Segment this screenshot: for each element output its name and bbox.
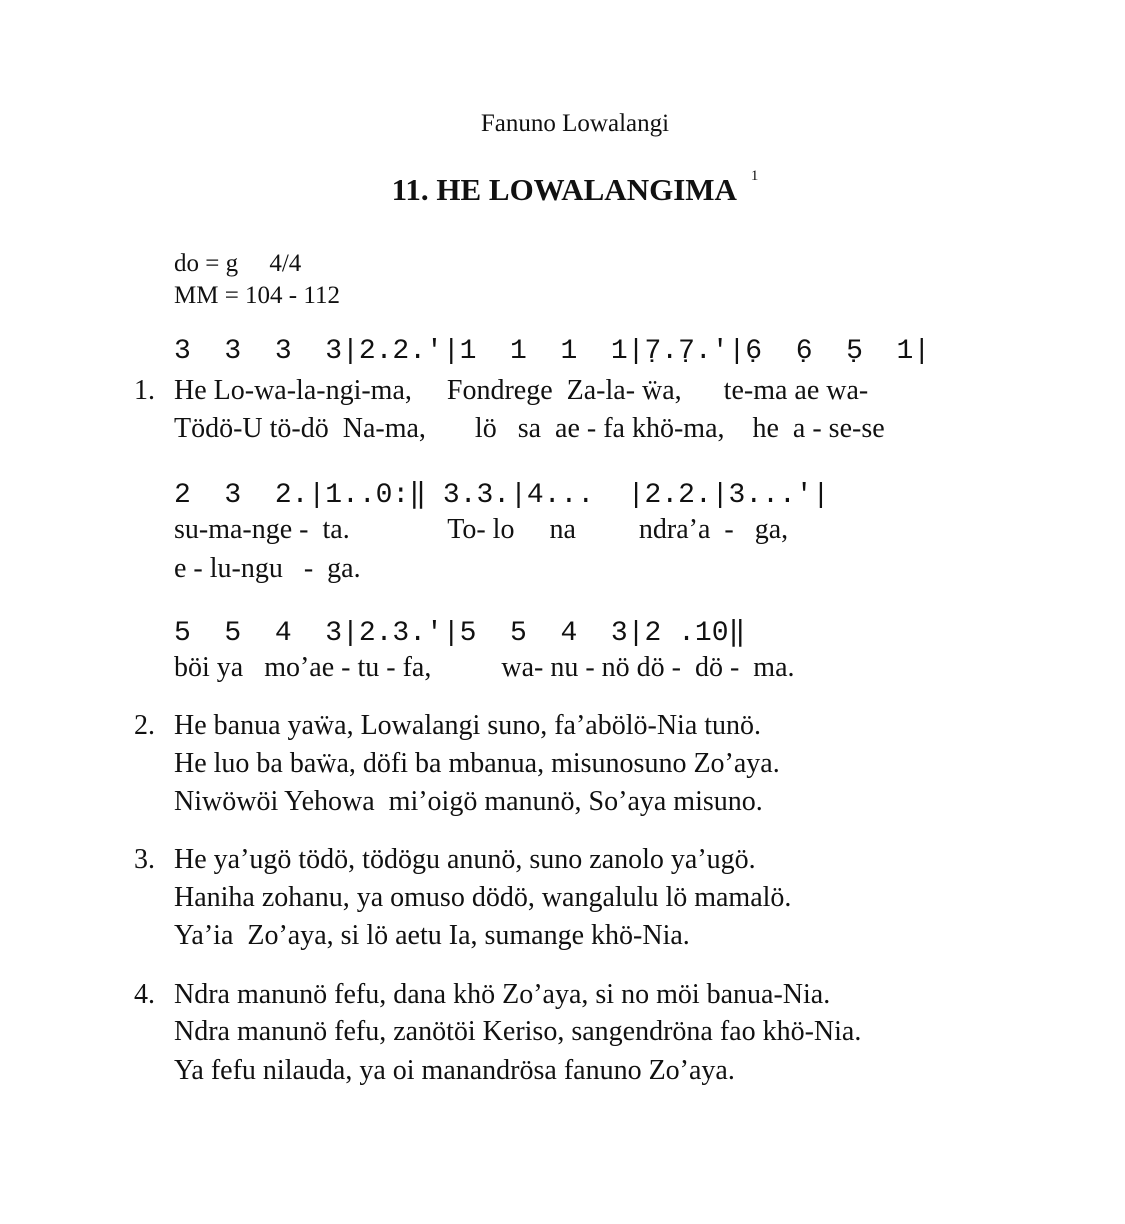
lyric-line: böi ya mo’ae - tu - fa, wa- nu - nö dö - dö - ma. [174,652,795,683]
verse-line: Ya fefu nilauda, ya oi manandrösa fanuno Zo’aya. [174,1055,735,1086]
verse-line: Haniha zohanu, ya omuso dödö, wangalulu lö mamalö. [174,882,792,913]
verse-line: Ndra manunö fefu, dana khö Zo’aya, si no möi banua-Nia. [174,979,831,1010]
lyric-line: Tödö-U tö-dö Na-ma, lö sa ae - fa khö-ma, he a - se-se [174,413,885,444]
book-title: Fanuno Lowalangi [480,110,670,137]
footnote-mark: 1 [750,168,759,184]
key-time-signature: do = g 4/4 [174,250,302,277]
verse-line: Ndra manunö fefu, zanötöi Keriso, sangendröna fao khö-Nia. [174,1016,862,1047]
verse-number: 2. [134,710,155,741]
verse-line: He banua yaẅa, Lowalangi suno, fa’abölö-Nia tunö. [174,710,762,741]
lyric-line: su-ma-nge - ta. To- lo na ndra’a - ga, [174,514,789,545]
verse-number: 1. [134,375,155,406]
verse-line: Ya’ia Zo’aya, si lö aetu Ia, sumange khö-Nia. [174,920,690,951]
notation-line-2: 2 3 2.|1..0:‖ 3.3.|4... |2.2.|3...'| [174,480,830,511]
hymn-title-text: 11. HE LOWALANGIMA [391,172,737,207]
notation-line-1: 3 3 3 3|2.2.'|1 1 1 1|7̣.7̣.'|6̣ 6̣ 5̣ 1| [174,336,931,367]
verse-line: Niwöwöi Yehowa mi’oigö manunö, So’aya misuno. [174,786,763,817]
verse-number: 4. [134,979,155,1010]
lyric-line: e - lu-ngu - ga. [174,553,361,584]
notation-line-3: 5 5 4 3|2.3.'|5 5 4 3|2 .10‖ [174,618,746,649]
tempo-marking: MM = 104 - 112 [174,282,340,309]
verse-line: He luo ba baẅa, döfi ba mbanua, misunosuno Zo’aya. [174,748,780,779]
lyric-line: He Lo-wa-la-ngi-ma, Fondrege Za-la- ẅa, te-ma ae wa- [174,375,869,406]
verse-number: 3. [134,844,155,875]
hymn-title [0,168,1125,208]
verse-line: He ya’ugö tödö, tödögu anunö, suno zanolo ya’ugö. [174,844,756,875]
